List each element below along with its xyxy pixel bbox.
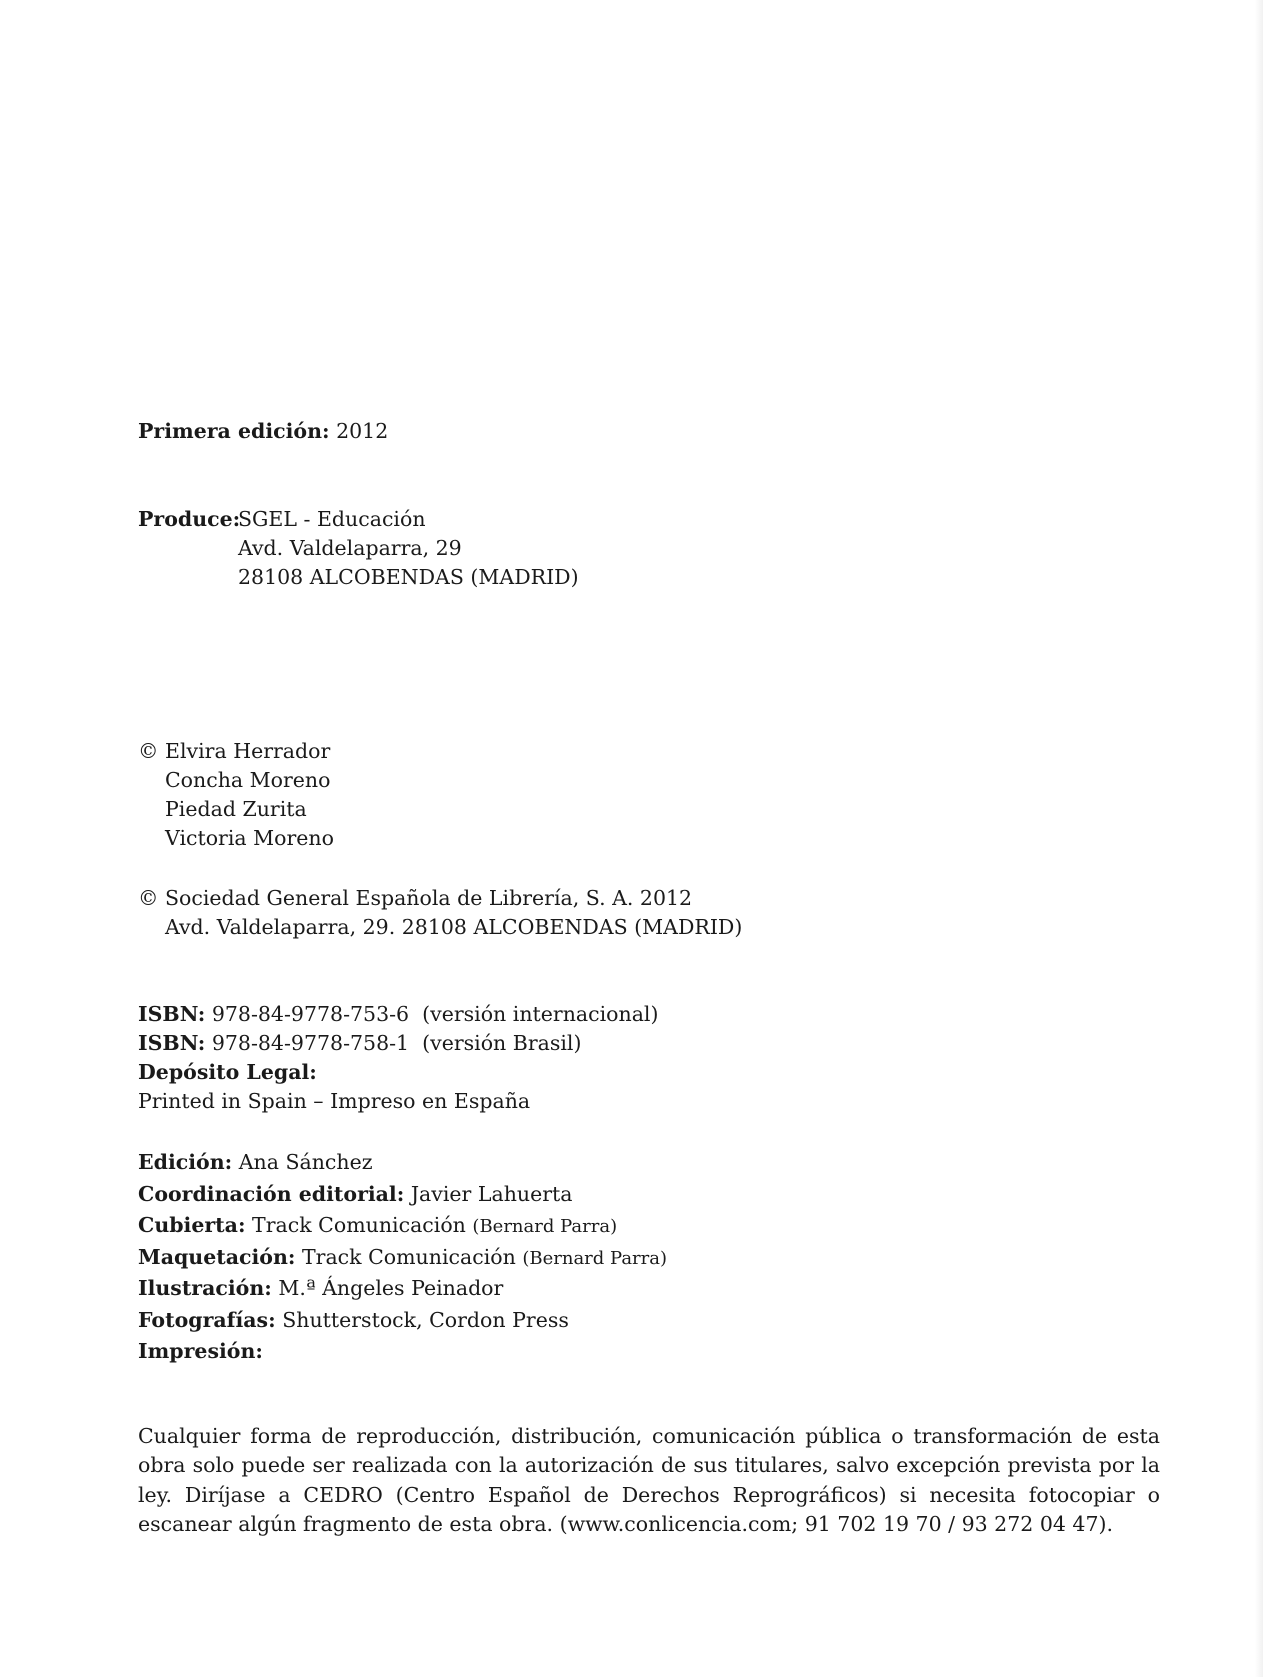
credit-impresion: [138, 1337, 667, 1369]
credit-label: Cubierta:: [138, 1213, 246, 1237]
copyright-symbol: ©: [138, 739, 159, 763]
produce-block: [138, 505, 579, 592]
publisher-info: [165, 884, 742, 942]
credit-edicion: [138, 1148, 667, 1180]
produce-address: [238, 505, 579, 592]
credit-label: Coordinación editorial:: [138, 1181, 405, 1206]
authors-copyright: [138, 737, 334, 853]
publisher-copyright: [138, 884, 742, 942]
credit-label: Edición:: [138, 1150, 233, 1174]
credit-cubierta: [138, 1211, 667, 1243]
author-name: Victoria Moreno: [165, 826, 334, 850]
credit-note: (Bernard Parra): [522, 1247, 668, 1269]
author-list: [165, 737, 334, 853]
author-name: Concha Moreno: [165, 768, 331, 792]
credit-maquetacion: [138, 1243, 667, 1275]
edition-line: [138, 417, 388, 446]
credit-coordinacion: [138, 1180, 667, 1212]
isbn-block: [138, 1000, 658, 1116]
credit-ilustracion: [138, 1274, 667, 1306]
credit-value: Track Comunicación: [301, 1244, 516, 1269]
produce-line: Avd. Valdelaparra, 29: [238, 536, 462, 560]
credits-block: [138, 1148, 667, 1369]
isbn-label: ISBN:: [138, 1031, 206, 1055]
produce-line: SGEL - Educación: [238, 507, 426, 531]
credit-value: Ana Sánchez: [238, 1150, 373, 1174]
deposito-legal-label: Depósito Legal:: [138, 1060, 317, 1084]
publisher-line: Avd. Valdelaparra, 29. 28108 ALCOBENDAS (MADRID): [165, 915, 743, 939]
credit-label: Fotografías:: [138, 1307, 276, 1332]
author-name: Elvira Herrador: [165, 739, 331, 763]
credit-note: (Bernard Parra): [472, 1216, 618, 1237]
copyright-symbol: ©: [138, 886, 159, 910]
legal-notice: Cualquier forma de reproducción, distribución, comunicación pública o transformación de esta obra solo puede ser realizada con la autorización de sus titulares, salvo excepción prevista por la ley. Diríjase a CEDRO (Centro Español de Derechos Reprográficos) si necesita fotocopiar o escanear algún fragmento de esta obra. (www.conlicencia.com; 91 702 19 70 / 93 272 04 47).: [138, 1424, 1160, 1536]
edition-label: Primera edición:: [138, 419, 330, 443]
credit-label: Maquetación:: [138, 1244, 296, 1269]
deposito-legal-line: [138, 1058, 658, 1087]
page-edge-shadow: [1255, 0, 1263, 1677]
edition-value: 2012: [336, 419, 389, 443]
isbn-line: [138, 1029, 658, 1058]
isbn-label: ISBN:: [138, 1002, 206, 1026]
isbn-value: 978-84-9778-753-6 (versión internacional): [211, 1002, 659, 1026]
credit-value: M.ª Ángeles Peinador: [278, 1276, 504, 1300]
credit-fotografias: [138, 1306, 667, 1338]
credit-value: Javier Lahuerta: [410, 1181, 573, 1206]
publisher-line: Sociedad General Española de Librería, S. A. 2012: [165, 886, 693, 910]
isbn-line: [138, 1000, 658, 1029]
isbn-value: 978-84-9778-758-1 (versión Brasil): [211, 1031, 582, 1055]
produce-label: Produce:: [138, 507, 241, 531]
produce-line: 28108 ALCOBENDAS (MADRID): [238, 565, 579, 589]
credit-value: Track Comunicación: [252, 1213, 466, 1237]
printed-line: Printed in Spain – Impreso en España: [138, 1089, 531, 1113]
credit-value: Shutterstock, Cordon Press: [282, 1307, 569, 1332]
credit-label: Ilustración:: [138, 1276, 272, 1300]
credit-label: Impresión:: [138, 1339, 263, 1363]
author-name: Piedad Zurita: [165, 797, 307, 821]
